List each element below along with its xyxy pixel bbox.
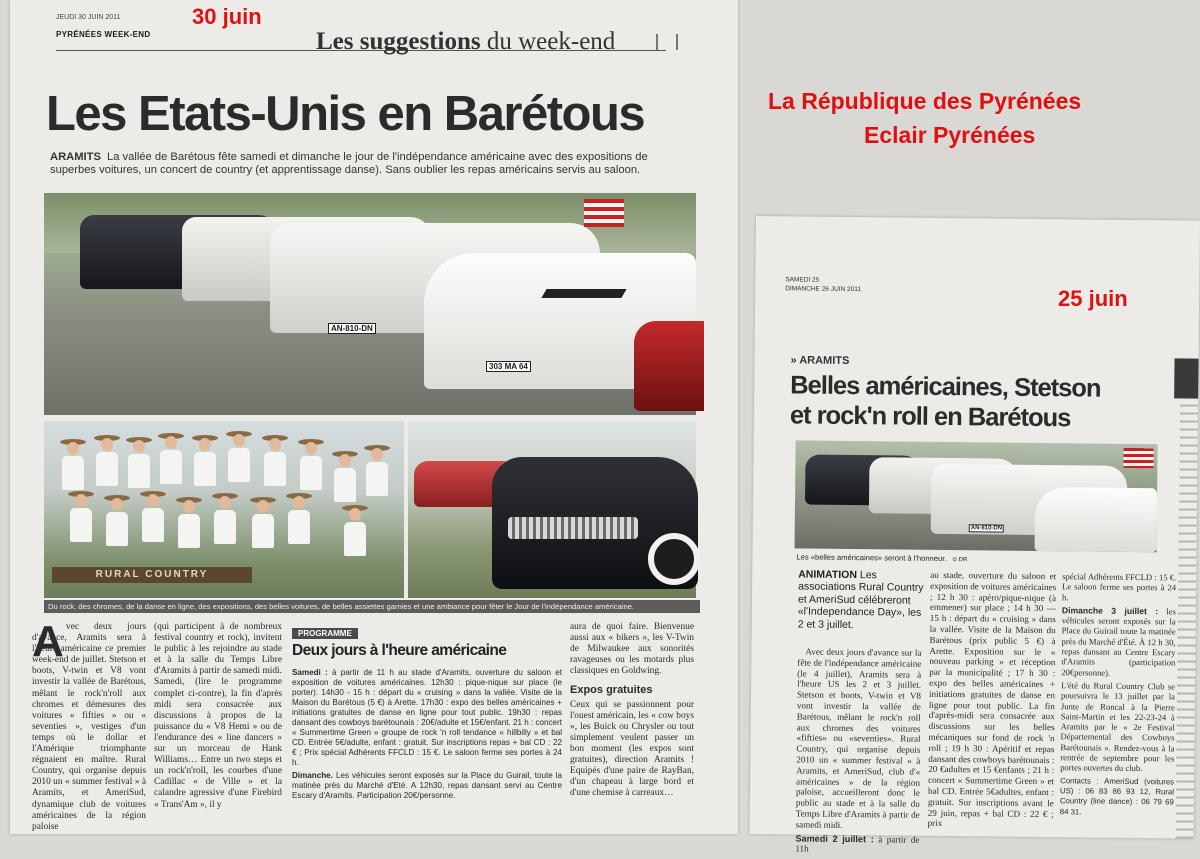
right-plate: AN-810-DN <box>969 524 1004 532</box>
right-newspaper-page <box>750 216 1200 854</box>
right-column-2 <box>928 570 1057 837</box>
left-column-2 <box>154 622 282 834</box>
dancer <box>344 505 366 556</box>
right-col1-text: Avec deux jours d'avance sur la fête de l'indépendance américaine (le 4 juillet), Aramits sera à l'heure US les 2 et 3 juillet. Stetson et boots, V-twin et V8 vont investir la vallée de Barétous, mêlant le rock'n roll aux chromes des voitures «fifties» ou «seventies». Rural Country, qui organise depuis 2010 un « summer festival » à Aramits, et AmeriSud, club d'« américaines » de la région paloise, accueilleront donc le public au stade et à la salle du Temps Libre d'Aramits à partir de samedi midi. <box>795 646 922 830</box>
programme-samedi-label: Samedi : <box>292 668 328 677</box>
left-header-edition: PYRÉNÉES WEEK-END <box>56 30 151 39</box>
line-dancers-photo <box>44 421 404 598</box>
dancer <box>366 445 388 496</box>
dancer <box>128 437 150 488</box>
left-col1-text: vec deux jours d'avance, Aramits sera à l'heure américaine ce premier week-end de juillet. Stetson et boots, V-twin et V8 vont investir la vallée de Barétous, mêlant le rock'n'roll aux chromes et démesures des voitures « fifties » ou « seventies », vestiges d'un temps où le dollar et l'Amérique triomphante régnaient en maître. Rural Country, qui organise depuis 2010 un « summer festival » à Aramits, et AmeriSud, dynamique club de voitures américaines de la région paloise <box>32 622 146 832</box>
date-annotation-right: 25 juin <box>1058 286 1128 311</box>
right-col3-dimanche-label: Dimanche 3 juillet : <box>1061 605 1159 617</box>
dancer <box>194 435 216 486</box>
right-headline-line2: et rock'n roll en Barétous <box>789 401 1071 433</box>
right-photo-credit: © DR <box>952 557 968 564</box>
source-annotation-line2: Eclair Pyrénées <box>864 122 1036 148</box>
right-flag <box>1123 448 1153 468</box>
left-col4a-text: aura de quoi faire. Bienvenue aussi aux « bikers », les V-Twin de Milwaukee aux sonorités ravageuses ou les motards plus classiques en Goldwing. <box>570 622 694 677</box>
right-cars-photo <box>795 440 1158 552</box>
dancer <box>300 439 322 490</box>
source-annotation-line1: La République des Pyrénées <box>768 88 1082 114</box>
plate-2: 303 MA 64 <box>486 361 531 372</box>
right-header-date-1: SAMEDI 25 <box>785 276 820 284</box>
dancer <box>178 497 200 548</box>
right-headline-line1: Belles américaines, Stetson <box>790 371 1101 403</box>
right-col3-dimanche: les véhicules seront exposés sur la Place du Guirail toute la matinée près du Marché d'Été. À 12 h 30, repas dansant au Centre Escary d'Aramits (participation 20€personne). <box>1061 606 1176 678</box>
left-lead-text: La vallée de Barétous fête samedi et dimanche le jour de l'indépendance américaine avec des expositions de superbes voitures, un concert de country (et apprentissage danse). Sans oublier les repas américains servis au saloon. <box>50 151 648 176</box>
plate-1: AN-810-DN <box>328 323 376 334</box>
programme-tag: PROGRAMME <box>292 628 358 639</box>
right-kicker: » ARAMITS <box>790 354 850 367</box>
dancer <box>228 431 250 482</box>
right-col1-end: à partir de 11h <box>795 833 920 854</box>
right-photo-caption <box>796 552 967 563</box>
dropcap: A <box>32 617 64 666</box>
dancer <box>264 435 286 486</box>
right-col1-end-label: Samedi 2 juillet : <box>795 832 874 844</box>
left-lead <box>50 151 690 177</box>
right-lead <box>798 568 927 631</box>
right-lead-text: Les associations Rural Country et AmeriSud célébreront «l'Independance Day», les 2 et 3 juillet. <box>797 569 924 631</box>
right-contacts: Contacts : AmeriSud (voitures US) : 06 83 86 93 12, Rural Country (line dance) : 06 79 69 84 31. <box>1059 775 1175 816</box>
right-col3b-text: L'été du Rural Country Club se poursuivra le 13 juillet par la Junte de Roncal à la Pierre Saint-Martin et les 22-23-24 à Aramits par le « 2e Festival Départemental des Cowboys Barétounais ». Rendez-vous à la rentrée de septembre pour les portes ouvertes du club. <box>1060 680 1176 774</box>
dancer <box>160 433 182 484</box>
left-col2-text: (qui participent à de nombreux festival country et rock), invitent le public à les rejoindre au stade et à la salle du Temps Libre d'Aramits à partir de samedi midi. Samedi, (lire le programme complet ci-contre), la fin d'après midi sera consacrée aux discussions à propos de la puissance du « V8 Hemi » ou de l'endurance des « line dancers » sur un morceau de Hank Williams… Entre un two steps et un rock'n'roll, les courbes d'une Cadillac « de Ville » et la calandre agressive d'une Firebird « Trans'Am », il y <box>154 622 282 810</box>
flag <box>584 199 624 227</box>
dancer <box>214 493 236 544</box>
left-col4b-text: Ceux qui se passionnent pour l'ouest américain, les « cow boys », les Buick ou Chrysler ou tout simplement veulent passer un bon moment (les expos sont gratuites), direction Aramits ! Equipés d'une paire de RayBan, d'un chapeau à large bord et d'une chemise à carreaux… <box>570 699 694 799</box>
programme-samedi: à partir de 11 h au stade d'Aramits, ouverture du saloon et exposition de voitures américaines. 12h30 : pique-nique sur place (le porter). 14h30 - 15 h : départ du « cruising » dans la vallée. Visite de la Maison du Barétous (5 €) à Arette. 17h30 : expo des belles américaines + initiations gratuites de danse en ligne pour tout public. 19h30 : repas dansant des cowboys barétounais : 20€/adulte et 15€/enfant. 21 h : concert « Summertime Green » groupe de rock 'n roll tendance « hillbilly » et bal CD. Entrée 5€/adulte, enfant : gratuit. Sur inscriptions repas + bal CD : 22 € ; Prix spécial Adhérents FFCLD : 15 €. Le saloon ferme ses portes à 24 h. <box>292 668 562 767</box>
rural-country-banner: RURAL COUNTRY <box>52 567 252 583</box>
expos-title: Expos gratuites <box>570 684 653 697</box>
left-column-4 <box>570 622 694 834</box>
right-caption-text: Les «belles américaines» seront à l'honneur. <box>796 552 947 564</box>
classic-cars-photo <box>44 193 696 415</box>
dancer <box>142 491 164 542</box>
programme-body <box>292 668 562 834</box>
dancer <box>96 435 118 486</box>
right-col2-text: au stade, ouverture du saloon et exposition de voitures américaines ; 12 h 30 : apéro/pique-nique (à emmener) sur place ; 14 h 30 — 15 h : départ du « cruising » dans la vallée. Visite de la Maison du Barétous (prix public 5 €) à Arette. Exposition sur le « nouveau parking » et réception par la municipalité ; 17 h 30 : expo des belles américaines + initiations gratuites de danse en ligne pour tout public. La fin d'après-midi sera consacrée aux discussions sur les belles mécaniques sur fond de rock 'n roll ; 19 h 30 : Apéritif et repas dansant des cowboys barétounais : 20 €adultes et 15 €enfants ; 21 h : concert « Summertime Green » et bal CD. Entrée 5€adultes, enfant : gratuit. Sur inscriptions avant le 29 juin, repas + bal CD : 22 € ; prix <box>927 569 1057 829</box>
red-car <box>634 321 704 411</box>
dancer <box>62 439 84 490</box>
neighbour-header-block <box>1174 358 1198 398</box>
neighbour-column <box>1176 358 1199 838</box>
date-annotation-left: 30 juin <box>192 4 262 29</box>
programme-box <box>292 622 562 834</box>
dancer <box>288 493 310 544</box>
left-photo-caption: Du rock, des chromes, de la danse en ligne, des expositions, des belles voitures, de belles assiettes garnies et une ambiance pour fêter le Jour de l'indépendance américaine. <box>44 600 700 613</box>
left-header-section <box>316 28 615 56</box>
left-column-1 <box>32 617 146 834</box>
camaro-stripe <box>541 289 626 298</box>
right-lead-label: ANIMATION <box>798 568 858 582</box>
programme-title: Deux jours à l'heure américaine <box>292 642 507 659</box>
left-newspaper-page <box>10 0 738 834</box>
section-bold: Les suggestions <box>316 28 481 55</box>
dancer <box>334 451 356 502</box>
whitewall-tire <box>648 533 700 585</box>
dancer <box>70 491 92 542</box>
right-col3a-text: spécial Adhérents FFCLD : 15 €. Le saloon ferme ses portes à 24 h. <box>1061 571 1177 602</box>
programme-dimanche: Les véhicules seront exposés sur la Place du Guirail, toute la matinée près du Marché d'Eté. A 12h30, repas dansant servi au Centre Escary d'Aramits. Participation 20€/personne. <box>292 771 563 800</box>
programme-dimanche-label: Dimanche. <box>292 771 333 780</box>
right-column-1 <box>795 646 922 854</box>
left-headline: Les Etats-Unis en Barétous <box>46 87 645 141</box>
dancer <box>106 495 128 546</box>
left-header-date: JEUDI 30 JUIN 2011 <box>56 14 121 21</box>
vintage-chrysler-photo <box>408 421 696 598</box>
right-header-date-2: DIMANCHE 26 JUIN 2011 <box>785 285 862 294</box>
section-bars <box>656 34 678 50</box>
section-light: du week-end <box>480 28 616 55</box>
left-lead-place: ARAMITS <box>50 151 101 163</box>
chrome-grille <box>508 517 638 539</box>
right-column-3 <box>1060 571 1177 838</box>
right-white-camaro <box>1035 487 1158 552</box>
dancer <box>252 497 274 548</box>
